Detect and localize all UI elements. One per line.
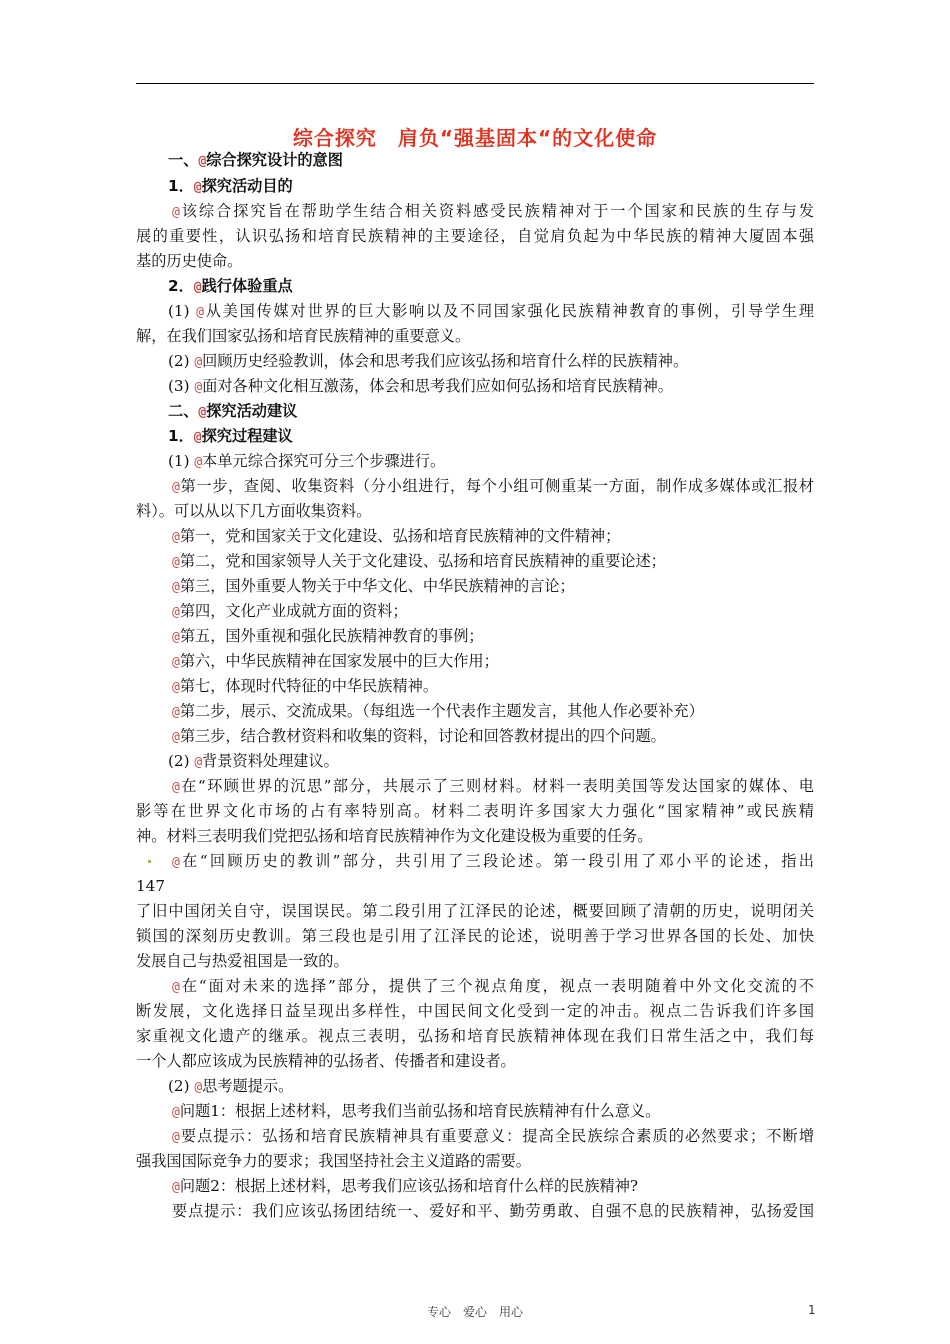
paragraph-line: 家重视文化遗产的继承。视点三表明，弘扬和培育民族精神体现在我们日常生活之中，我们每	[136, 1027, 814, 1045]
paragraph-line: 了旧中国闭关自守，误国误民。第二段引用了江泽民的论述，概要回顾了清朝的历史，说明闭关	[136, 902, 814, 920]
list-item: @第六，中华民族精神在国家发展中的巨大作用；	[172, 652, 499, 670]
list-item: @第七，体现时代特征的中华民族精神。	[172, 677, 439, 695]
at-marker: @	[196, 305, 204, 320]
paragraph-line: @第三步，结合教材资料和收集的资料，讨论和回答教材提出的四个问题。	[172, 727, 666, 745]
paragraph-line: 断发展，文化选择日益呈现出多样性，中国民间文化受到一定的冲击。视点二告诉我们许多国	[136, 1002, 814, 1020]
paragraph-line: (2) @思考题提示。	[168, 1077, 294, 1095]
section-heading-1: 一、@综合探究设计的意图	[168, 151, 343, 169]
at-marker: @	[172, 205, 180, 220]
at-marker: @	[172, 780, 180, 795]
paragraph-line: @在“回顾历史的教训”部分，共引用了三段论述。第一段引用了邓小平的论述，指出	[172, 852, 814, 870]
paragraph-line: @该综合探究旨在帮助学生结合相关资料感受民族精神对于一个国家和民族的生存与发	[172, 202, 814, 220]
list-item: @第五，国外重视和强化民族精神教育的事例；	[172, 627, 484, 645]
paragraph-line: (1) @本单元综合探究可分三个步骤进行。	[168, 452, 446, 470]
paragraph-line: @问题2：根据上述材料，思考我们应该弘扬和培育什么样的民族精神?	[172, 1177, 639, 1195]
at-marker: @	[194, 1080, 203, 1095]
paragraph-line: (2) @回顾历史经验教训，体会和思考我们应该弘扬和培育什么样的民族精神。	[168, 352, 689, 370]
page-footer: 专心 爱心 用心	[426, 1305, 523, 1319]
header-rule	[136, 83, 814, 84]
paragraph-line: @要点提示：弘扬和培育民族精神具有重要意义：提高全民族综合素质的必然要求；不断增	[172, 1127, 814, 1145]
at-marker: @	[172, 855, 180, 870]
subsection-heading-purpose: 1．@探究活动目的	[168, 177, 293, 195]
at-marker: @	[172, 680, 180, 695]
paragraph-line: (1) @从美国传媒对世界的巨大影响以及不同国家强化民族精神教育的事例，引导学生理	[168, 302, 815, 320]
paragraph-line: 一个人都应该成为民族精神的弘扬者、传播者和建设者。	[136, 1052, 516, 1070]
at-marker: @	[198, 154, 207, 169]
at-marker: @	[172, 630, 180, 645]
at-marker: @	[194, 380, 203, 395]
list-item: @第三，国外重要人物关于中华文化、中华民族精神的言论；	[172, 577, 575, 595]
paragraph-line: @第二步，展示、交流成果。（每组选一个代表作主题发言，其他人作必要补充）	[172, 702, 704, 720]
at-marker: @	[172, 980, 180, 995]
paragraph-line: 料）。可以从以下几方面收集资料。	[136, 502, 372, 520]
paragraph-line: 锁国的深刻历史教训。第三段也是引用了江泽民的论述，说明善于学习世界各国的长处、加快	[136, 927, 814, 945]
at-marker: @	[172, 705, 180, 720]
paragraph-line: @在“环顾世界的沉思”部分，共展示了三则材料。材料一表明美国等发达国家的媒体、电	[172, 777, 814, 795]
paragraph-line: (3) @面对各种文化相互激荡，体会和思考我们应如何弘扬和培育民族精神。	[168, 377, 673, 395]
page-marker: 147	[136, 877, 165, 895]
at-marker: @	[172, 530, 180, 545]
subsection-heading-focus: 2．@践行体验重点	[168, 277, 293, 295]
at-marker: @	[172, 1130, 180, 1145]
subsection-heading-process: 1．@探究过程建议	[168, 427, 293, 445]
at-marker: @	[172, 580, 180, 595]
at-marker: @	[193, 280, 202, 295]
paragraph-line: 影等在世界文化市场的占有率特别高。材料二表明许多国家大力强化“国家精神”或民族精	[136, 802, 814, 820]
at-marker: @	[193, 180, 202, 195]
at-marker: @	[172, 605, 180, 620]
paragraph-line: @在“面对未来的选择”部分，提供了三个视点角度，视点一表明随着中外文化交流的不	[172, 977, 814, 995]
at-marker: @	[193, 430, 202, 445]
paragraph-line: 强我国国际竞争力的要求；我国坚持社会主义道路的需要。	[136, 1152, 531, 1170]
paragraph-line: @第一步，查阅、收集资料（分小组进行，每个小组可侧重某一方面，制作成多媒体或汇报材	[172, 477, 814, 495]
at-marker: @	[172, 1105, 180, 1120]
list-item: @第四，文化产业成就方面的资料；	[172, 602, 408, 620]
at-marker: @	[172, 655, 180, 670]
at-marker: @	[172, 730, 180, 745]
paragraph-line: 基的历史使命。	[136, 252, 243, 270]
at-marker: @	[172, 1180, 180, 1195]
list-item: @第二，党和国家领导人关于文化建设、弘扬和培育民族精神的重要论述；	[172, 552, 666, 570]
document-title: 综合探究 肩负“强基固本“的文化使命	[292, 126, 658, 150]
at-marker: @	[172, 480, 180, 495]
at-marker: @	[194, 455, 203, 470]
paragraph-line: 解，在我们国家弘扬和培育民族精神的重要意义。	[136, 327, 471, 345]
at-marker: @	[198, 405, 207, 420]
at-marker: @	[194, 355, 203, 370]
at-marker: @	[194, 755, 203, 770]
paragraph-line: 要点提示：我们应该弘扬团结统一、爱好和平、勤劳勇敢、自强不息的民族精神，弘扬爱国	[172, 1202, 814, 1220]
section-heading-2: 二、@探究活动建议	[168, 402, 298, 420]
at-marker: @	[172, 555, 180, 570]
paragraph-line: (2) @背景资料处理建议。	[168, 752, 339, 770]
paragraph-line: @问题1：根据上述材料，思考我们当前弘扬和培育民族精神有什么意义。	[172, 1102, 661, 1120]
paragraph-line: 展的重要性，认识弘扬和培育民族精神的主要途径，自觉肩负起为中华民族的精神大厦固本强	[136, 227, 814, 245]
list-item: @第一，党和国家关于文化建设、弘扬和培育民族精神的文件精神；	[172, 527, 621, 545]
paragraph-line: 神。材料三表明我们党把弘扬和培育民族精神作为文化建设极为重要的任务。	[136, 827, 653, 845]
page-number: 1	[808, 1303, 816, 1317]
paragraph-line: 发展自己与热爱祖国是一致的。	[136, 952, 349, 970]
